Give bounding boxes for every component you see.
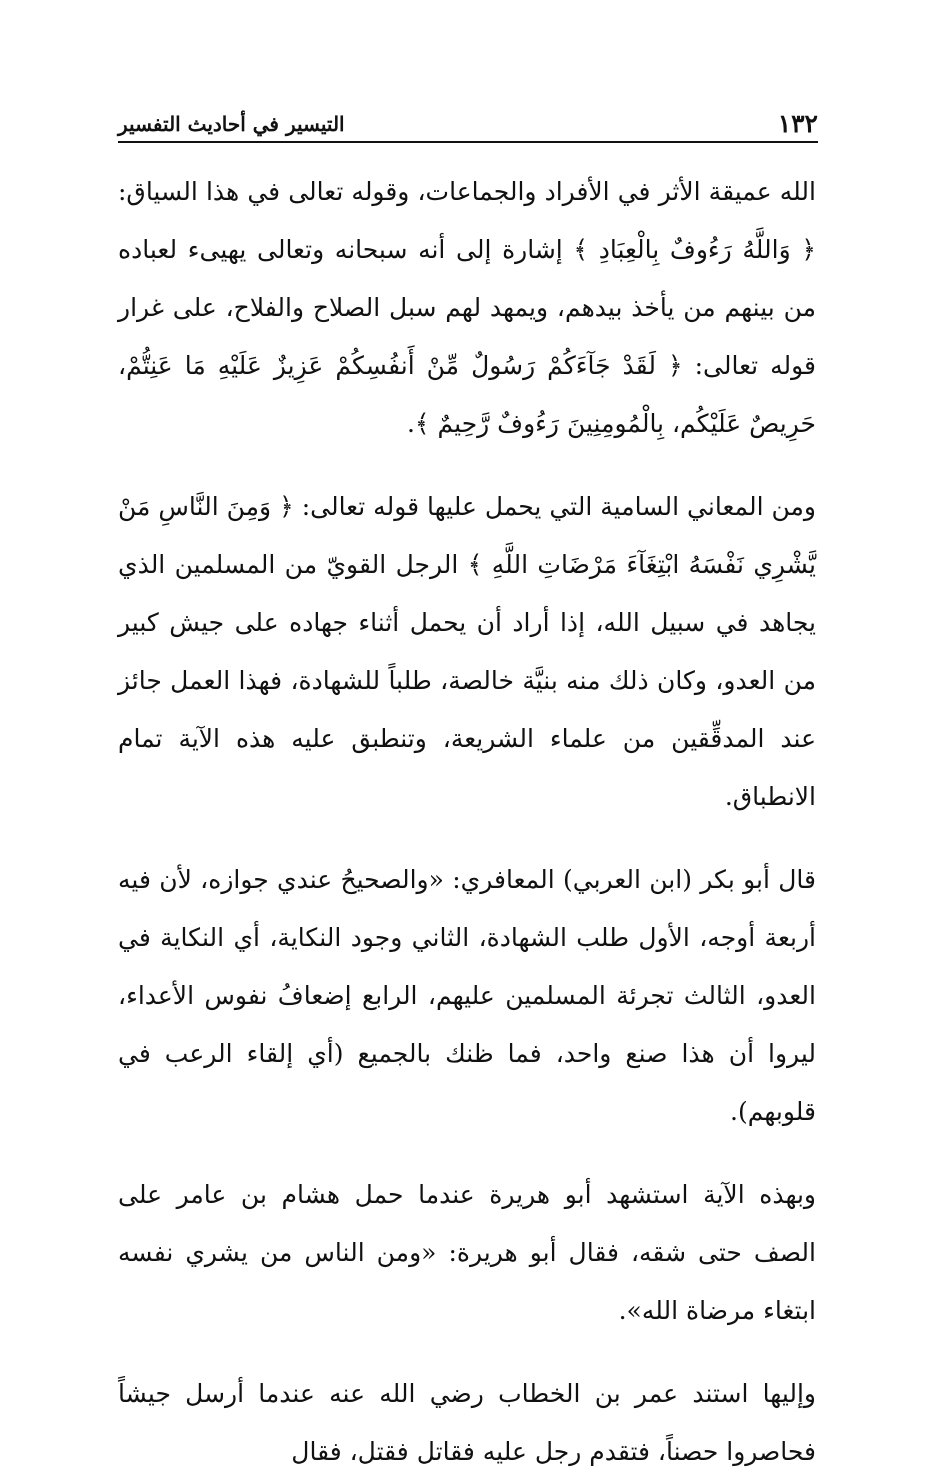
header-divider [118,141,818,143]
page-number: ١٣٢ [777,109,818,138]
running-header [118,100,818,140]
paragraph: وبهذه الآية استشهد أبو هريرة عندما حمل هشام بن عامر على الصف حتى شقه، فقال أبو هريرة: «ومن الناس من يشري نفسه ابتغاء مرضاة الله». [118,1180,816,1325]
paragraph: ومن المعاني السامية التي يحمل عليها قوله تعالى: ﴿ وَمِنَ النَّاسِ مَنْ يَّشْرِي نَفْسَهُ ابْتِغَآءَ مَرْضَاتِ اللَّهِ ﴾ الرجل القويّ من المسلمين الذي يجاهد في سبيل الله، إذا أراد أن يحمل أثناء جهاده على جيش كبير من العدو، وكان ذلك منه بنيَّة خالصة، طلباً للشهادة، فهذا العمل جائز عند المدقِّقين من علماء الشريعة، وتنطبق عليه هذه الآية تمام الانطباق. [118,492,816,811]
running-header-title: التيسير في أحاديث التفسير [118,112,345,136]
body-text [118,163,816,1481]
paragraph: قال أبو بكر (ابن العربي) المعافري: «والصحيحُ عندي جوازه، لأن فيه أربعة أوجه، الأول طلب الشهادة، الثاني وجود النكاية، أي النكاية في العدو، الثالث تجرئة المسلمين عليهم، الرابع إضعافُ نفوس الأعداء، ليروا أن هذا صنع واحد، فما ظنك بالجميع (أي إلقاء الرعب في قلوبهم). [118,865,816,1126]
paragraph: وإليها استند عمر بن الخطاب رضي الله عنه عندما أرسل جيشاً فحاصروا حصناً، فتقدم رجل عليه فقاتل فقتل، فقال [118,1379,816,1466]
paragraph: الله عميقة الأثر في الأفراد والجماعات، وقوله تعالى في هذا السياق: ﴿ وَاللَّهُ رَءُوفٌ بِالْعِبَادِ ﴾ إشارة إلى أنه سبحانه وتعالى يهيىء لعباده من بينهم من يأخذ بيدهم، ويمهد لهم سبل الصلاح والفلاح، على غرار قوله تعالى: ﴿ لَقَدْ جَآءَكُمْ رَسُولٌ مِّنْ أَنفُسِكُمْ عَزِيزٌ عَلَيْهِ مَا عَنِتُّمْ، حَرِيصٌ عَلَيْكُم، بِالْمُومِنِينَ رَءُوفٌ رَّحِيمٌ ﴾. [118,177,816,438]
